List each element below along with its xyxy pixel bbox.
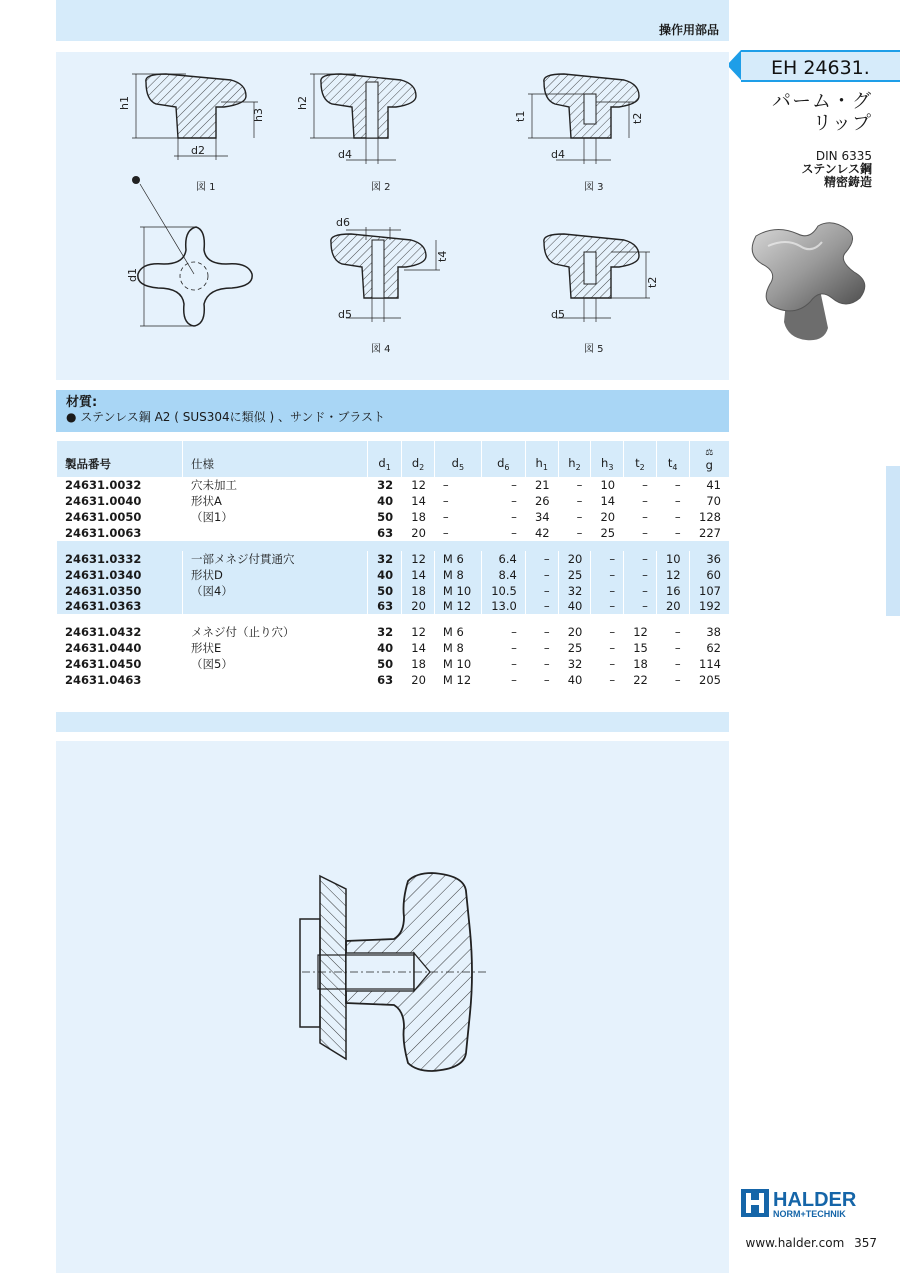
table-row	[57, 624, 730, 640]
svg-text:h3: h3	[252, 108, 265, 122]
svg-text:d2: d2	[191, 144, 205, 157]
cell-part-number: 24631.0050	[57, 509, 183, 525]
fig5-label: 図 5	[584, 344, 604, 355]
cell-h2: 40	[558, 599, 591, 615]
cell-h3: –	[591, 551, 624, 567]
cell-h1: 26	[525, 493, 558, 509]
material-line1: ステンレス鋼	[801, 162, 872, 176]
cell-d1: 50	[368, 509, 402, 525]
cell-t2: –	[624, 477, 657, 493]
cell-h3: –	[591, 599, 624, 615]
cell-t2: 12	[624, 624, 657, 640]
cell-d1: 50	[368, 583, 402, 599]
cell-t4: –	[656, 525, 689, 541]
cell-h3: 20	[591, 509, 624, 525]
cell-spec: 形状D	[183, 567, 368, 583]
cell-part-number: 24631.0350	[57, 583, 183, 599]
cell-part-number: 24631.0463	[57, 672, 183, 688]
cell-g: 227	[689, 525, 729, 541]
cell-d5: –	[434, 525, 481, 541]
cell-d1: 63	[368, 525, 402, 541]
cell-spec: メネジ付（止り穴）	[183, 624, 368, 640]
cell-spec: （図5）	[183, 656, 368, 672]
cell-h1: –	[525, 624, 558, 640]
svg-text:d4: d4	[551, 148, 565, 161]
cell-d6: –	[481, 525, 525, 541]
cell-d5: M 6	[434, 624, 481, 640]
fig1-label: 図 1	[196, 182, 216, 193]
cell-d6: 8.4	[481, 567, 525, 583]
col-header-h1: $h_1$	[525, 441, 558, 477]
svg-text:HALDER: HALDER	[773, 1189, 857, 1211]
spec-table	[56, 441, 729, 688]
cell-d1: 50	[368, 656, 402, 672]
svg-text:t1: t1	[514, 110, 527, 122]
cell-d2: 14	[402, 567, 435, 583]
cell-d6: –	[481, 624, 525, 640]
svg-text:d5: d5	[551, 308, 565, 321]
cell-d2: 18	[402, 509, 435, 525]
installation-drawing	[56, 741, 729, 1273]
table-row	[57, 583, 730, 599]
cell-d2: 20	[402, 525, 435, 541]
side-tab	[886, 466, 900, 616]
halder-logo	[741, 1187, 881, 1219]
separator-bar	[56, 712, 729, 732]
col-header-d2: $d_2$	[402, 441, 435, 477]
cell-h1: –	[525, 599, 558, 615]
category-label: 操作用部品	[658, 23, 719, 37]
cell-d6: –	[481, 509, 525, 525]
svg-text:t2: t2	[646, 276, 659, 288]
cell-h2: –	[558, 525, 591, 541]
fig1-knob-shape	[146, 74, 246, 138]
col-header-spec: 仕様	[183, 441, 368, 477]
cell-part-number: 24631.0032	[57, 477, 183, 493]
cell-t2: –	[624, 583, 657, 599]
col-header-d5: $d_5$	[434, 441, 481, 477]
cell-d6: –	[481, 640, 525, 656]
cell-h3: –	[591, 583, 624, 599]
cell-d6: –	[481, 672, 525, 688]
cell-d1: 40	[368, 640, 402, 656]
cell-h3: –	[591, 656, 624, 672]
svg-text:d5: d5	[338, 308, 352, 321]
table-row	[57, 525, 730, 541]
cell-h2: –	[558, 493, 591, 509]
cell-part-number: 24631.0340	[57, 567, 183, 583]
page-number: 357	[854, 1236, 877, 1250]
cell-d6: –	[481, 656, 525, 672]
product-name-line2: リップ	[812, 112, 872, 134]
cell-spec	[183, 599, 368, 615]
drawing-panel	[56, 52, 729, 380]
cell-h3: 14	[591, 493, 624, 509]
cell-d5: –	[434, 509, 481, 525]
cell-g: 192	[689, 599, 729, 615]
cell-d2: 20	[402, 672, 435, 688]
cell-h3: –	[591, 624, 624, 640]
cell-d6: –	[481, 477, 525, 493]
svg-text:d4: d4	[338, 148, 352, 161]
col-header-d6: $d_6$	[481, 441, 525, 477]
cell-d2: 18	[402, 583, 435, 599]
cell-t2: 15	[624, 640, 657, 656]
material-section	[56, 390, 729, 432]
cell-t4: –	[656, 477, 689, 493]
svg-text:h1: h1	[118, 96, 131, 110]
cell-part-number: 24631.0040	[57, 493, 183, 509]
fig3-label: 図 3	[584, 182, 604, 193]
table-row	[57, 477, 730, 493]
installation-drawing-panel	[56, 741, 729, 1273]
cell-d2: 12	[402, 624, 435, 640]
cell-h1: 21	[525, 477, 558, 493]
cell-d5: M 10	[434, 656, 481, 672]
cell-d2: 14	[402, 493, 435, 509]
cell-h2: 20	[558, 624, 591, 640]
material-text: ● ステンレス鋼 A2 ( SUS304に類似 ) 、サンド・ブラスト	[66, 410, 386, 424]
footer-url: www.halder.com	[745, 1236, 845, 1250]
col-header-t4: $t_4$	[656, 441, 689, 477]
cell-h1: –	[525, 583, 558, 599]
cell-spec: 穴未加工	[183, 477, 368, 493]
cell-g: 107	[689, 583, 729, 599]
cell-part-number: 24631.0450	[57, 656, 183, 672]
cell-h2: 40	[558, 672, 591, 688]
cell-d1: 63	[368, 599, 402, 615]
cell-part-number: 24631.0332	[57, 551, 183, 567]
cell-g: 70	[689, 493, 729, 509]
cell-d1: 32	[368, 477, 402, 493]
svg-text:h2: h2	[296, 96, 309, 110]
cell-d6: –	[481, 493, 525, 509]
cell-h1: –	[525, 551, 558, 567]
table-row	[57, 640, 730, 656]
cell-t4: –	[656, 624, 689, 640]
cell-d1: 40	[368, 567, 402, 583]
cell-g: 114	[689, 656, 729, 672]
svg-text:NORM+TECHNIK: NORM+TECHNIK	[773, 1209, 846, 1219]
product-code: EH 24631.	[771, 57, 870, 79]
cell-h2: 25	[558, 640, 591, 656]
cell-h2: 32	[558, 583, 591, 599]
cell-part-number: 24631.0432	[57, 624, 183, 640]
cell-h3: 10	[591, 477, 624, 493]
svg-text:t2: t2	[631, 112, 644, 124]
cell-h2: 25	[558, 567, 591, 583]
col-header-h2: $h_2$	[558, 441, 591, 477]
col-header-weight: ⚖ g	[689, 441, 729, 477]
cell-h3: 25	[591, 525, 624, 541]
cell-g: 62	[689, 640, 729, 656]
cell-h1: 42	[525, 525, 558, 541]
cell-g: 36	[689, 551, 729, 567]
cell-h2: –	[558, 477, 591, 493]
cell-spec: （図4）	[183, 583, 368, 599]
cell-h1: –	[525, 640, 558, 656]
cell-spec	[183, 525, 368, 541]
cell-spec	[183, 672, 368, 688]
product-name-line1: パーム・グ	[771, 90, 872, 112]
table-row	[57, 672, 730, 688]
table-row	[57, 551, 730, 567]
cell-t4: 16	[656, 583, 689, 599]
table-row	[57, 567, 730, 583]
product-photo	[748, 218, 878, 348]
cell-spec: 形状A	[183, 493, 368, 509]
cell-d5: M 10	[434, 583, 481, 599]
cell-d5: M 12	[434, 672, 481, 688]
cell-d1: 32	[368, 551, 402, 567]
cell-h3: –	[591, 640, 624, 656]
cell-h1: –	[525, 656, 558, 672]
cell-t4: –	[656, 672, 689, 688]
cell-t4: –	[656, 640, 689, 656]
cell-t2: –	[624, 509, 657, 525]
svg-text:d6: d6	[336, 216, 350, 229]
cell-h1: –	[525, 672, 558, 688]
cell-g: 128	[689, 509, 729, 525]
cell-spec: （図1）	[183, 509, 368, 525]
title-arrow-icon	[727, 50, 741, 80]
cell-part-number: 24631.0440	[57, 640, 183, 656]
cell-t2: –	[624, 567, 657, 583]
material-heading: 材質:	[66, 395, 98, 410]
table-row	[57, 509, 730, 525]
cell-t2: –	[624, 525, 657, 541]
cell-t2: 18	[624, 656, 657, 672]
title-box	[741, 50, 900, 82]
col-header-part: 製品番号	[57, 441, 183, 477]
cell-t4: –	[656, 493, 689, 509]
col-header-h3: $h_3$	[591, 441, 624, 477]
cell-d5: M 12	[434, 599, 481, 615]
cell-h2: 20	[558, 551, 591, 567]
cell-d1: 32	[368, 624, 402, 640]
cell-t4: 12	[656, 567, 689, 583]
cell-h2: –	[558, 509, 591, 525]
table-header-row	[57, 441, 730, 477]
cell-d6: 10.5	[481, 583, 525, 599]
cell-t4: –	[656, 656, 689, 672]
cell-g: 60	[689, 567, 729, 583]
cell-t2: –	[624, 493, 657, 509]
fig1-top-view	[138, 227, 252, 326]
table-row	[57, 656, 730, 672]
cell-d1: 63	[368, 672, 402, 688]
col-header-t2: $t_2$	[624, 441, 657, 477]
cell-t4: 20	[656, 599, 689, 615]
cell-d2: 20	[402, 599, 435, 615]
cell-part-number: 24631.0063	[57, 525, 183, 541]
cell-d6: 6.4	[481, 551, 525, 567]
footer	[740, 1236, 877, 1250]
cell-g: 205	[689, 672, 729, 688]
cell-d1: 40	[368, 493, 402, 509]
table-row	[57, 599, 730, 615]
cell-h1: 34	[525, 509, 558, 525]
weight-icon: ⚖	[705, 448, 714, 458]
cell-d2: 14	[402, 640, 435, 656]
svg-text:d1: d1	[126, 268, 139, 282]
cell-spec: 一部メネジ付貫通穴	[183, 551, 368, 567]
fig2-label: 図 2	[371, 182, 391, 193]
cell-d2: 12	[402, 551, 435, 567]
cell-g: 38	[689, 624, 729, 640]
cell-t2: 22	[624, 672, 657, 688]
cell-d6: 13.0	[481, 599, 525, 615]
cell-t2: –	[624, 551, 657, 567]
cell-h2: 32	[558, 656, 591, 672]
table-row	[57, 493, 730, 509]
group-spacer	[57, 614, 730, 624]
cell-d5: M 8	[434, 640, 481, 656]
cell-h3: –	[591, 567, 624, 583]
cell-t2: –	[624, 599, 657, 615]
cell-d5: M 8	[434, 567, 481, 583]
col-header-d1: $d_1$	[368, 441, 402, 477]
cell-d5: M 6	[434, 551, 481, 567]
cell-t4: –	[656, 509, 689, 525]
group-spacer	[57, 541, 730, 551]
technical-drawings	[56, 52, 729, 380]
cell-d5: –	[434, 493, 481, 509]
cell-h3: –	[591, 672, 624, 688]
panel-wall	[320, 876, 346, 1059]
cell-h1: –	[525, 567, 558, 583]
standard-label: DIN 6335	[815, 149, 872, 163]
cell-d5: –	[434, 477, 481, 493]
svg-text:t4: t4	[436, 250, 449, 262]
cell-d2: 12	[402, 477, 435, 493]
page-header	[56, 0, 729, 41]
cell-spec: 形状E	[183, 640, 368, 656]
fig4-label: 図 4	[371, 344, 391, 355]
cell-d2: 18	[402, 656, 435, 672]
cell-t4: 10	[656, 551, 689, 567]
cell-g: 41	[689, 477, 729, 493]
cell-part-number: 24631.0363	[57, 599, 183, 615]
material-line2: 精密鋳造	[823, 175, 872, 189]
